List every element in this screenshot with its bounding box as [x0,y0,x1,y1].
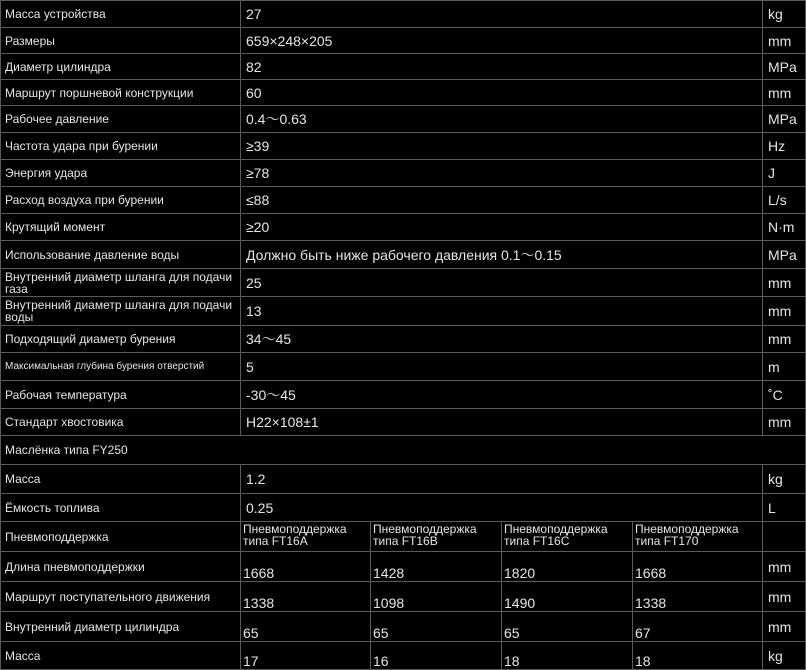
spec-unit: kg [763,1,806,28]
oiler-header-row [1,436,806,465]
spec-unit: MPa [763,106,806,133]
oiler-row [1,465,806,494]
airleg-model: Пневмоподдержка типа FT16B [371,522,502,552]
oiler-title: Маслёнка типа FY250 [1,436,806,465]
spec-label: Подходящий диаметр бурения [1,326,241,353]
airleg-value: 1428 [371,552,502,582]
spec-label: Частота удара при бурении [1,133,241,160]
spec-label: Рабочая температура [1,381,241,409]
airleg-unit: mm [763,552,806,582]
spec-row [1,28,806,54]
spec-label: Крутящий момент [1,214,241,241]
airleg-row-label: Внутренний диаметр цилиндра [1,612,241,642]
airleg-value: 16 [371,642,502,670]
spec-unit: L/s [763,187,806,214]
spec-value: Должно быть ниже рабочего давления 0.1～0.15 [241,241,763,269]
airleg-value: 65 [241,612,371,642]
spec-unit: mm [763,269,806,297]
spec-label: Энергия удара [1,160,241,187]
spec-label: Расход воздуха при бурении [1,187,241,214]
spec-label: Внутренний диаметр шланга для подачи воды [1,297,241,326]
airleg-row-label: Длина пневмоподдержки [1,552,241,582]
airleg-value: 1338 [241,582,371,612]
oiler-label: Масса [1,465,241,494]
spec-value: 0.4～0.63 [241,106,763,133]
spec-value: 5 [241,353,763,381]
spec-row [1,241,806,269]
airleg-value: 67 [633,612,763,642]
spec-label: Маршрут поршневой конструкции [1,80,241,106]
airleg-header-row [1,522,806,552]
airleg-unit: mm [763,612,806,642]
oiler-unit: kg [763,465,806,494]
spec-row [1,54,806,80]
spec-value: ≤88 [241,187,763,214]
spec-row [1,214,806,241]
spec-unit: MPa [763,241,806,269]
spec-unit: MPa [763,54,806,80]
airleg-value: 65 [371,612,502,642]
spec-row [1,326,806,353]
spec-unit: mm [763,28,806,54]
spec-value: 13 [241,297,763,326]
spec-row [1,160,806,187]
spec-row [1,297,806,326]
airleg-row-label: Масса [1,642,241,670]
spec-row [1,269,806,297]
airleg-value: 18 [633,642,763,670]
spec-value: -30～45 [241,381,763,409]
spec-row [1,106,806,133]
airleg-row [1,582,806,612]
oiler-unit: L [763,494,806,522]
spec-label: Масса устройства [1,1,241,28]
airleg-label: Пневмоподдержка [1,522,241,552]
airleg-value: 18 [502,642,633,670]
spec-value: 659×248×205 [241,28,763,54]
airleg-value: 1668 [633,552,763,582]
spec-label: Внутренний диаметр шланга для подачи газа [1,269,241,297]
spec-value: ≥20 [241,214,763,241]
spec-unit: mm [763,326,806,353]
spec-row [1,1,806,28]
airleg-unit-empty [763,522,806,552]
spec-row [1,187,806,214]
spec-row [1,409,806,436]
airleg-value: 17 [241,642,371,670]
spec-label: Использование давление воды [1,241,241,269]
spec-row [1,353,806,381]
spec-value: H22×108±1 [241,409,763,436]
spec-label: Диаметр цилиндра [1,54,241,80]
spec-unit: ˚C [763,381,806,409]
spec-value: 25 [241,269,763,297]
spec-row [1,80,806,106]
spec-label: Рабочее давление [1,106,241,133]
spec-unit: N·m [763,214,806,241]
oiler-row [1,494,806,522]
spec-value: 27 [241,1,763,28]
spec-unit: m [763,353,806,381]
airleg-row [1,612,806,642]
spec-label: Максимальная глубина бурения отверстий [1,353,241,381]
airleg-value: 1668 [241,552,371,582]
spec-row [1,381,806,409]
airleg-value: 1490 [502,582,633,612]
spec-value: 34～45 [241,326,763,353]
airleg-value: 1098 [371,582,502,612]
oiler-value: 1.2 [241,465,763,494]
airleg-value: 1820 [502,552,633,582]
spec-unit: mm [763,297,806,326]
airleg-unit: kg [763,642,806,670]
spec-label: Стандарт хвостовика [1,409,241,436]
spec-unit: Hz [763,133,806,160]
airleg-model: Пневмоподдержка типа FT16A [241,522,371,552]
oiler-label: Ёмкость топлива [1,494,241,522]
airleg-value: 1338 [633,582,763,612]
airleg-unit: mm [763,582,806,612]
spec-label: Размеры [1,28,241,54]
airleg-value: 65 [502,612,633,642]
airleg-row [1,642,806,670]
spec-value: ≥39 [241,133,763,160]
spec-value: 60 [241,80,763,106]
spec-unit: J [763,160,806,187]
airleg-model: Пневмоподдержка типа FT170 [633,522,763,552]
airleg-row-label: Маршрут поступательного движения [1,582,241,612]
airleg-model: Пневмоподдержка типа FT16C [502,522,633,552]
spec-unit: mm [763,80,806,106]
airleg-row [1,552,806,582]
spec-row [1,133,806,160]
oiler-value: 0.25 [241,494,763,522]
spec-unit: mm [763,409,806,436]
spec-value: ≥78 [241,160,763,187]
spec-value: 82 [241,54,763,80]
